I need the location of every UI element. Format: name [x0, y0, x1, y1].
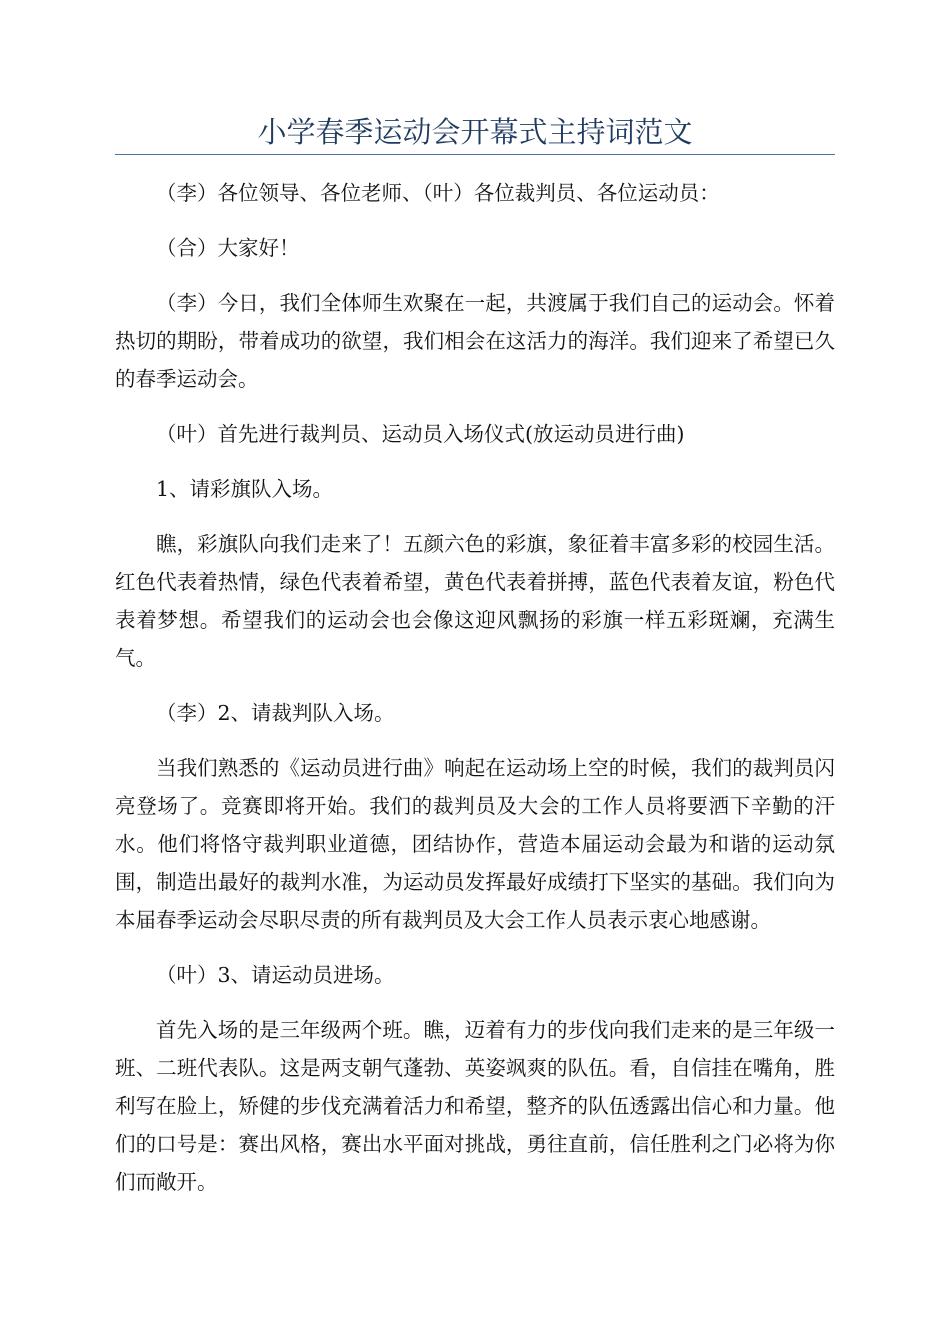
title-underline — [115, 154, 835, 155]
paragraph: （李）各位领导、各位老师、（叶）各位裁判员、各位运动员： — [156, 181, 720, 205]
paragraph: （李）今日，我们全体师生欢聚在一起，共渡属于我们自己的运动会。怀着热切的期盼，带着成功的欲望，我们相会在这活力的海洋。我们迎来了希望已久的春季运动会。 — [115, 291, 835, 391]
document-body — [115, 174, 835, 1218]
paragraph: （合）大家好！ — [156, 236, 300, 260]
paragraph: 首先入场的是三年级两个班。瞧，迈着有力的步伐向我们走来的是三年级一班、二班代表队。这是两支朝气蓬勃、英姿飒爽的队伍。看，自信挂在嘴角，胜利写在脸上，矫健的步伐充满着活力和希望，整齐的队伍透露出信心和力量。他们的口号是：赛出风格，赛出水平面对挑战，勇往直前，信任胜利之门必将为你们而敞开。 — [115, 1018, 835, 1194]
paragraph: （李）2、请裁判队入场。 — [156, 701, 395, 725]
paragraph: 瞧，彩旗队向我们走来了！五颜六色的彩旗，象征着丰富多彩的校园生活。红色代表着热情，绿色代表着希望，黄色代表着拼搏，蓝色代表着友谊，粉色代表着梦想。希望我们的运动会也会像这迎风飘扬的彩旗一样五彩斑斓，充满生气。 — [115, 532, 835, 670]
paragraph: 当我们熟悉的《运动员进行曲》响起在运动场上空的时候，我们的裁判员闪亮登场了。竞赛即将开始。我们的裁判员及大会的工作人员将要洒下辛勤的汗水。他们将恪守裁判职业道德，团结协作，营造本届运动会最为和谐的运动氛围，制造出最好的裁判水准，为运动员发挥最好成绩打下坚实的基础。我们向为本届春季运动会尽职尽责的所有裁判员及大会工作人员表示衷心地感谢。 — [115, 756, 835, 932]
document-title: 小学春季运动会开幕式主持词范文 — [257, 115, 693, 149]
paragraph: （叶）3、请运动员进场。 — [156, 963, 395, 987]
paragraph: （叶）首先进行裁判员、运动员入场仪式(放运动员进行曲) — [156, 422, 685, 446]
paragraph: 1、请彩旗队入场。 — [156, 477, 334, 501]
